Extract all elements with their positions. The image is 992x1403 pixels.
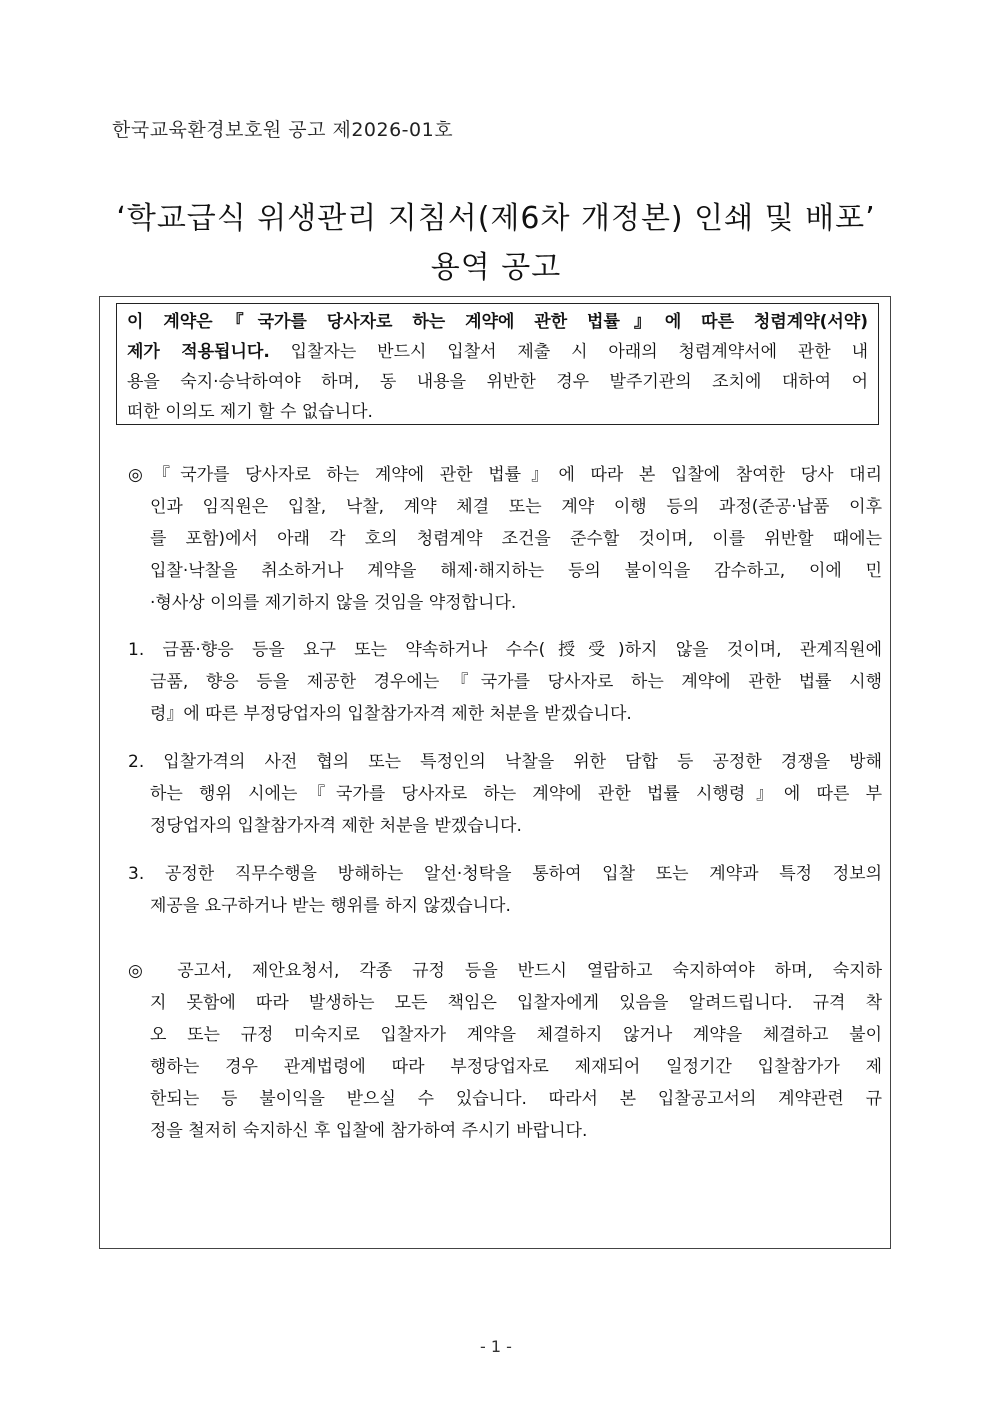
- document-title-line2: 용역 공고: [430, 250, 562, 285]
- paragraph-line: ◎『국가를 당사자로 하는 계약에 관한 법률』에 따라 본 입찰에 참여한 당사 대리: [128, 465, 882, 485]
- paragraph-line: 제공을 요구하거나 받는 행위를 하지 않겠습니다.: [150, 896, 511, 916]
- integrity-notice-line1: 이 계약은『국가를 당사자로 하는 계약에 관한 법률』에 따른 청렴계약(서약): [127, 312, 868, 332]
- paragraph-line: 3. 공정한 직무수행을 방해하는 알선·청탁을 통하여 입찰 또는 계약과 특정 정보의: [128, 864, 882, 884]
- closing-notice-paragraph: [128, 955, 882, 1147]
- integrity-notice-line4: 떠한 이의도 제기 할 수 없습니다.: [127, 402, 373, 422]
- integrity-notice-line2: 제가 적용됩니다. 입찰자는 반드시 입찰서 제출 시 아래의 청렴계약서에 관한 내: [127, 342, 868, 362]
- paragraph-line: 하는 행위 시에는『국가를 당사자로 하는 계약에 관한 법률 시행령』에 따른 부: [150, 784, 882, 804]
- integrity-notice-line3: 용을 숙지·승낙하여야 하며, 동 내용을 위반한 경우 발주기관의 조치에 대하여 어: [127, 372, 868, 392]
- paragraph-line: 정당업자의 입찰참가자격 제한 처분을 받겠습니다.: [150, 816, 522, 836]
- paragraph-line: 금품, 향응 등을 제공한 경우에는『국가를 당사자로 하는 계약에 관한 법률 시행: [150, 672, 882, 692]
- paragraph-line: 정을 철저히 숙지하신 후 입찰에 참가하여 주시기 바랍니다.: [150, 1121, 588, 1141]
- pledge-item-1: [128, 634, 882, 730]
- pledge-item-3: [128, 858, 882, 922]
- pledge-item-2: [128, 746, 882, 842]
- page-number: - 1 -: [480, 1337, 512, 1356]
- paragraph-line: 인과 임직원은 입찰, 낙찰, 계약 체결 또는 계약 이행 등의 과정(준공·납품 이후: [150, 497, 882, 517]
- paragraph-line: 오 또는 규정 미숙지로 입찰자가 계약을 체결하지 않거나 계약을 체결하고 불이: [150, 1025, 882, 1045]
- paragraph-line: ·형사상 이의를 제기하지 않을 것임을 약정합니다.: [150, 593, 517, 613]
- paragraph-line: 를 포함)에서 아래 각 호의 청렴계약 조건을 준수할 것이며, 이를 위반할 때에는: [150, 529, 882, 549]
- integrity-notice-box: [116, 303, 879, 425]
- paragraph-line: 2. 입찰가격의 사전 협의 또는 특정인의 낙찰을 위한 담합 등 공정한 경쟁을 방해: [128, 752, 882, 772]
- paragraph-line: 입찰·낙찰을 취소하거나 계약을 해제·해지하는 등의 불이익을 감수하고, 이에 민: [150, 561, 882, 581]
- notice-number: 한국교육환경보호원 공고 제2026-01호: [112, 119, 454, 141]
- document-title-line1: ‘학교급식 위생관리 지침서(제6차 개정본) 인쇄 및 배포’: [116, 201, 876, 236]
- paragraph-line: ◎ 공고서, 제안요청서, 각종 규정 등을 반드시 열람하고 숙지하여야 하며, 숙지하: [128, 961, 882, 981]
- paragraph-line: 행하는 경우 관계법령에 따라 부정당업자로 제재되어 일정기간 입찰참가가 제: [150, 1057, 882, 1077]
- paragraph-line: 한되는 등 불이익을 받으실 수 있습니다. 따라서 본 입찰공고서의 계약관련 규: [150, 1089, 882, 1109]
- paragraph-line: 지 못함에 따라 발생하는 모든 책임은 입찰자에게 있음을 알려드립니다. 규격 착: [150, 993, 882, 1013]
- paragraph-line: 1. 금품·향응 등을 요구 또는 약속하거나 수수(授受)하지 않을 것이며, 관계직원에: [128, 640, 882, 660]
- pledge-intro-paragraph: [128, 459, 882, 619]
- paragraph-line: 령』에 따른 부정당업자의 입찰참가자격 제한 처분을 받겠습니다.: [150, 704, 632, 724]
